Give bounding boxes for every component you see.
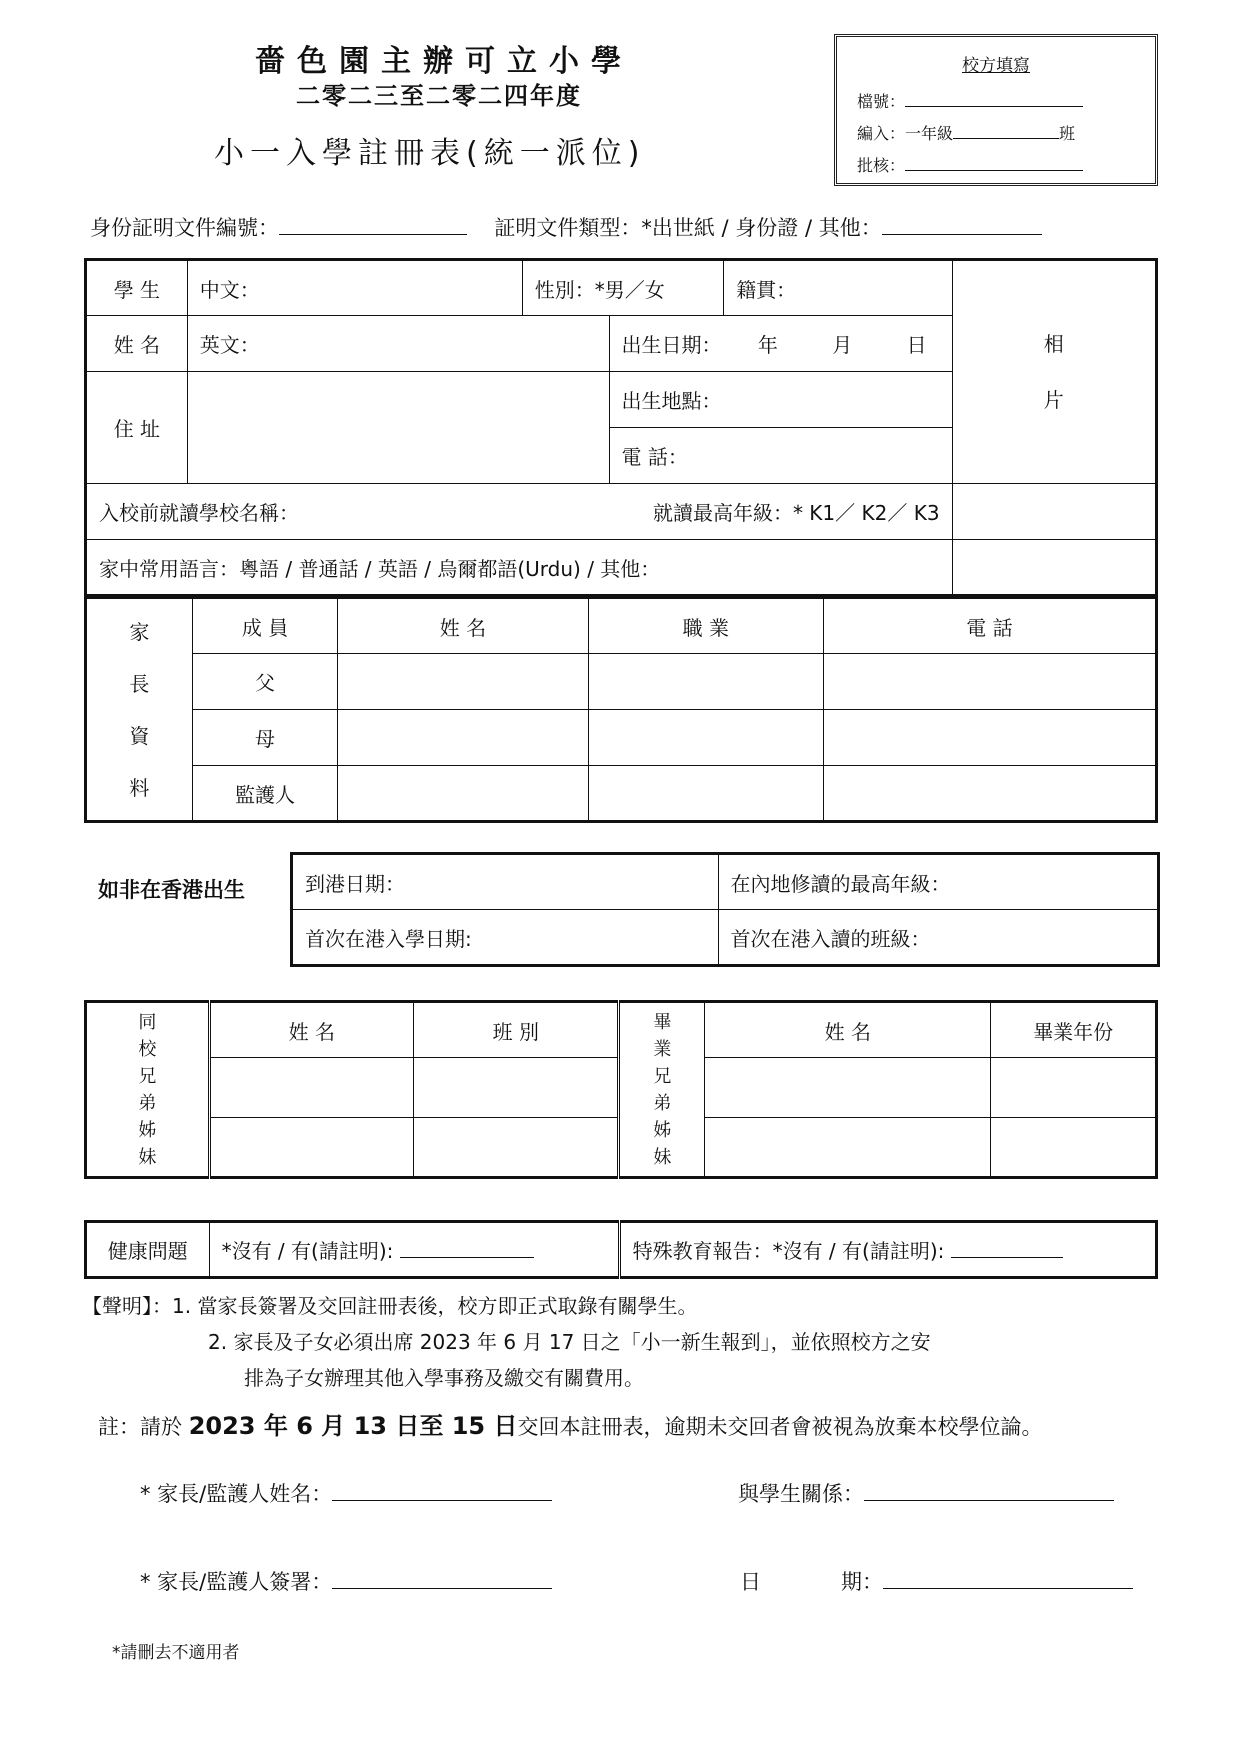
- father-occupation-field[interactable]: [588, 654, 823, 710]
- gs-name-1[interactable]: [705, 1058, 991, 1118]
- gs-year-1[interactable]: [991, 1058, 1157, 1118]
- parent-info-table: [84, 596, 1158, 823]
- member-mother: 母: [192, 710, 338, 766]
- header-member: 成 員: [192, 598, 338, 654]
- home-language-blank: [952, 540, 1156, 596]
- deadline-note: [98, 1406, 1042, 1441]
- relation-row: [738, 1478, 1114, 1508]
- cs-side-2: 校: [138, 1038, 157, 1060]
- parent-name-label: * 家長/監護人姓名：: [140, 1482, 333, 1506]
- date-label: 日: [740, 1570, 761, 1594]
- address-label: 住 址: [86, 372, 188, 484]
- declaration-item-2a: 2. 家長及子女必須出席 2023 年 6 月 17 日之「小一新生報到」，並依照校方之安: [208, 1330, 931, 1354]
- date-label-2: 期：: [841, 1570, 883, 1594]
- cs-side-5: 姊: [138, 1119, 157, 1141]
- declaration-item-2b: 排為子女辦理其他入學事務及繳交有關費用。: [244, 1366, 644, 1390]
- dob-field[interactable]: [609, 316, 952, 372]
- cs-side-1: 同: [138, 1011, 157, 1033]
- first-school-date-field[interactable]: 首次在港入學日期:: [292, 910, 719, 966]
- gs-year-2[interactable]: [991, 1118, 1157, 1178]
- photo-area-bottom: [952, 484, 1156, 540]
- health-label: 健康問題: [86, 1222, 210, 1278]
- date-field[interactable]: [883, 1588, 1133, 1589]
- home-language-row[interactable]: 家中常用語言：粵語 / 普通話 / 英語 / 烏爾都語(Urdu) / 其他：: [86, 540, 953, 596]
- parent-side-1: 家: [129, 619, 150, 644]
- gs-side-6: 妹: [653, 1146, 672, 1168]
- note-post: 交回本註冊表，逾期未交回者會被視為放棄本校學位論。: [517, 1415, 1043, 1439]
- header-name: 姓 名: [338, 598, 588, 654]
- class-field[interactable]: [953, 138, 1059, 139]
- prev-school-row[interactable]: [86, 484, 953, 540]
- special-ed-field[interactable]: [619, 1222, 1156, 1278]
- office-use-title: 校方填寫: [962, 56, 1030, 76]
- highest-grade-label: 就讀最高年級：* K1／ K2／ K3: [652, 501, 940, 525]
- phone-field[interactable]: 電 話：: [609, 428, 952, 484]
- prev-school-label: 入校前就讀學校名稱：: [99, 501, 299, 525]
- cs-name-1[interactable]: [209, 1058, 413, 1118]
- special-ed-underline: [951, 1257, 1063, 1258]
- file-no-field[interactable]: [905, 106, 1083, 107]
- parent-name-row: [140, 1478, 552, 1508]
- guardian-phone-field[interactable]: [823, 766, 1156, 822]
- gs-side-3: 兄: [653, 1065, 672, 1087]
- gs-side-2: 業: [653, 1038, 672, 1060]
- gs-side-4: 弟: [653, 1092, 672, 1114]
- approve-label: 批核：: [857, 156, 906, 175]
- declaration-line-1: [82, 1290, 697, 1319]
- health-field[interactable]: [209, 1222, 619, 1278]
- header-phone: 電 話: [823, 598, 1156, 654]
- dob-year: 年: [757, 333, 778, 357]
- member-father: 父: [192, 654, 338, 710]
- arrival-date-field[interactable]: 到港日期：: [292, 854, 719, 910]
- chinese-name-field[interactable]: 中文：: [187, 260, 522, 316]
- guardian-occupation-field[interactable]: [588, 766, 823, 822]
- form-title: 小一入學註冊表(統一派位): [214, 136, 646, 171]
- parent-sign-row: [140, 1566, 552, 1596]
- parent-sign-field[interactable]: [332, 1588, 552, 1589]
- parent-side-2: 長: [129, 671, 150, 696]
- header-occupation: 職 業: [588, 598, 823, 654]
- mainland-grade-field[interactable]: 在內地修讀的最高年級：: [718, 854, 1158, 910]
- dob-day: 日: [906, 333, 927, 357]
- non-hk-table: [290, 852, 1160, 967]
- student-label-2: 姓 名: [86, 316, 188, 372]
- parent-name-field[interactable]: [332, 1500, 552, 1501]
- parent-side-3: 資: [129, 723, 150, 748]
- student-info-table: [84, 258, 1158, 597]
- doc-type-other-field[interactable]: [882, 234, 1042, 235]
- birthplace-field[interactable]: 出生地點：: [609, 372, 952, 428]
- cs-class-1[interactable]: [414, 1058, 619, 1118]
- id-no-field[interactable]: [279, 234, 467, 235]
- id-document-row: [90, 212, 1042, 242]
- date-row: [740, 1566, 1133, 1596]
- id-no-label: 身份証明文件編號：: [90, 216, 279, 240]
- photo-area: [952, 260, 1156, 484]
- siblings-table: [84, 1000, 1158, 1179]
- dob-label: 出生日期：: [621, 333, 722, 357]
- photo-label-2: 片: [1043, 388, 1064, 412]
- note-date: 2023 年 6 月 13 日至 15 日: [188, 1412, 518, 1440]
- approve-field[interactable]: [905, 170, 1083, 171]
- photo-label-1: 相: [1043, 332, 1064, 356]
- cs-side-6: 妹: [138, 1146, 157, 1168]
- parent-side-4: 料: [129, 775, 150, 800]
- gs-header-year: 畢業年份: [991, 1002, 1157, 1058]
- cs-side-3: 兄: [138, 1065, 157, 1087]
- parent-sign-label: * 家長/監護人簽署：: [140, 1570, 333, 1594]
- gs-side-5: 姊: [653, 1119, 672, 1141]
- doc-type-label: 証明文件類型：*出世紙 / 身份證 / 其他：: [494, 216, 882, 240]
- member-guardian: 監護人: [192, 766, 338, 822]
- class-label: 編入：一年級: [857, 124, 954, 143]
- guardian-name-field[interactable]: [338, 766, 588, 822]
- cs-side-4: 弟: [138, 1092, 157, 1114]
- health-value: *沒有 / 有(請註明):: [221, 1239, 394, 1263]
- declaration-item-1: 1. 當家長簽署及交回註冊表後，校方即正式取錄有關學生。: [172, 1294, 698, 1318]
- mother-occupation-field[interactable]: [588, 710, 823, 766]
- current-siblings-side: [86, 1002, 210, 1178]
- student-label-1: 學 生: [86, 260, 188, 316]
- first-class-field[interactable]: 首次在港入讀的班級：: [718, 910, 1158, 966]
- cs-class-2[interactable]: [414, 1118, 619, 1178]
- address-field[interactable]: [187, 372, 609, 484]
- special-ed-value: 特殊教育報告：*沒有 / 有(請註明):: [632, 1239, 945, 1263]
- dob-month: 月: [832, 333, 853, 357]
- note-pre: 註：請於: [98, 1415, 189, 1439]
- gender-field[interactable]: 性別：*男／女: [522, 260, 723, 316]
- school-year: 二零二三至二零二四年度: [296, 82, 582, 110]
- gs-side-1: 畢: [653, 1011, 672, 1033]
- relation-field[interactable]: [864, 1500, 1114, 1501]
- non-hk-label: 如非在香港出生: [98, 878, 245, 902]
- school-name: 嗇色園主辦可立小學: [255, 44, 633, 79]
- health-table: [84, 1220, 1158, 1279]
- father-name-field[interactable]: [338, 654, 588, 710]
- english-name-field[interactable]: 英文：: [187, 316, 609, 372]
- cs-header-class: 班 別: [414, 1002, 619, 1058]
- office-use-box: [834, 34, 1158, 186]
- cs-header-name: 姓 名: [209, 1002, 413, 1058]
- file-no-label: 檔號：: [857, 92, 906, 111]
- mother-phone-field[interactable]: [823, 710, 1156, 766]
- relation-label: 與學生關係：: [738, 1482, 864, 1506]
- health-underline: [400, 1257, 534, 1258]
- graduated-siblings-side: [619, 1002, 705, 1178]
- class-suffix: 班: [1059, 124, 1076, 143]
- father-phone-field[interactable]: [823, 654, 1156, 710]
- native-field[interactable]: 籍貫：: [724, 260, 952, 316]
- footnote: *請刪去不適用者: [112, 1643, 240, 1663]
- declaration-prefix: 【聲明】：: [82, 1294, 172, 1318]
- cs-name-2[interactable]: [209, 1118, 413, 1178]
- parent-side-label: [86, 598, 193, 822]
- gs-name-2[interactable]: [705, 1118, 991, 1178]
- mother-name-field[interactable]: [338, 710, 588, 766]
- gs-header-name: 姓 名: [705, 1002, 991, 1058]
